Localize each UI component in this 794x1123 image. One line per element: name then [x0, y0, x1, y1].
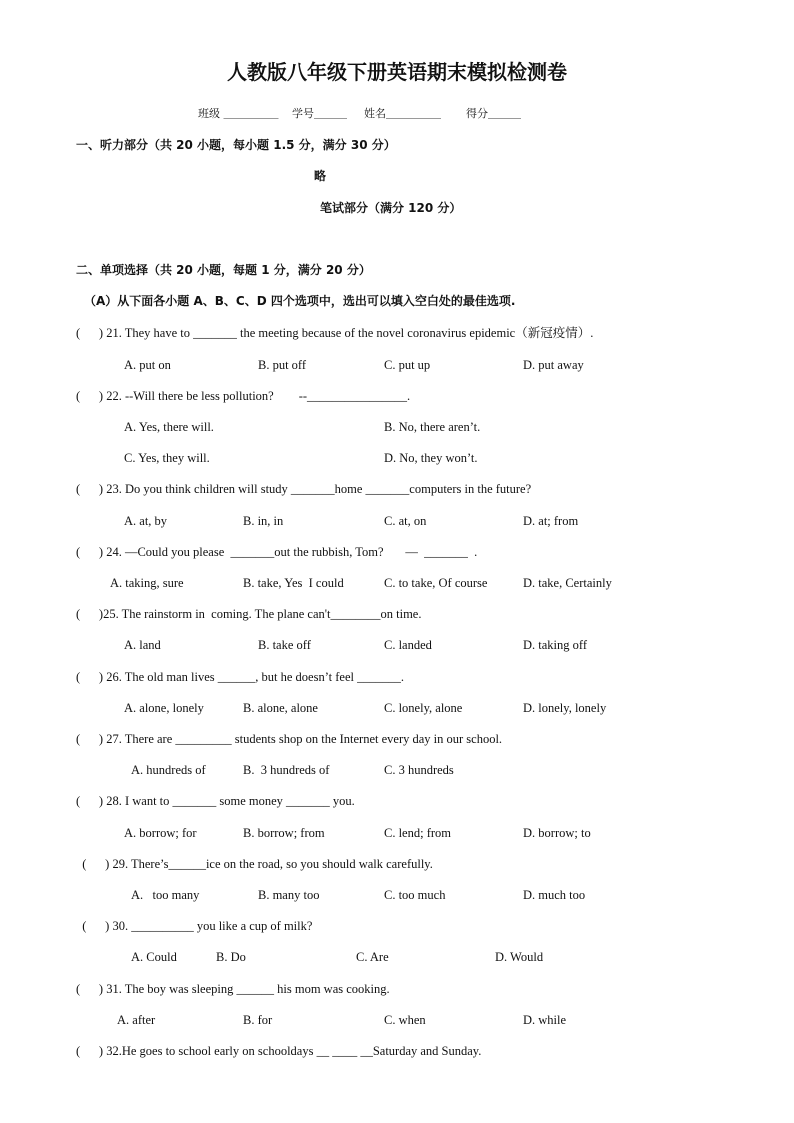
question-stem: ( ) 28. I want to _______ some money _______ you.	[76, 794, 355, 808]
answer-option: C. when	[384, 1013, 426, 1027]
class-field: 班级 ＿＿＿＿＿	[198, 107, 279, 120]
answer-option: D. put away	[523, 358, 584, 372]
question-stem: ( ) 21. They have to _______ the meeting because of the novel coronavirus epidemic（新冠疫情）.	[76, 326, 594, 340]
answer-option: A. after	[117, 1013, 156, 1027]
name-field: 姓名＿＿＿＿＿	[364, 107, 441, 120]
answer-option: B. take, Yes I could	[243, 576, 344, 590]
answer-option: A. at, by	[124, 514, 168, 528]
answer-option: C. 3 hundreds	[384, 763, 454, 777]
question-stem: ( ) 30. __________ you like a cup of milk?	[76, 919, 313, 933]
question-stem: ( ) 22. --Will there be less pollution? --________________.	[76, 389, 411, 403]
answer-option: D. taking off	[523, 638, 587, 652]
answer-option: C. landed	[384, 638, 432, 652]
answer-option: B. for	[243, 1013, 273, 1027]
answer-option: B. many too	[258, 888, 320, 902]
student-id-field: 学号＿＿＿	[292, 107, 347, 120]
answer-option: D. while	[523, 1013, 567, 1027]
answer-option: C. to take, Of course	[384, 576, 488, 590]
answer-option: B. No, there aren’t.	[384, 420, 481, 434]
answer-option: A. Yes, there will.	[124, 420, 214, 434]
question-stem: ( ) 24. —Could you please _______out the rubbish, Tom? — _______ .	[76, 545, 478, 559]
listening-omitted: 略	[314, 169, 327, 183]
answer-option: C. lonely, alone	[384, 701, 463, 715]
answer-option: D. Would	[495, 950, 544, 964]
answer-option: A. put on	[124, 358, 171, 372]
answer-option: A. borrow; for	[124, 826, 197, 840]
answer-option: C. at, on	[384, 514, 427, 528]
score-field: 得分＿＿＿	[466, 107, 521, 120]
question-stem: ( ) 23. Do you think children will study _______home _______computers in the future?	[76, 482, 532, 496]
answer-option: C. put up	[384, 358, 431, 372]
answer-option: A. too many	[131, 888, 200, 902]
answer-option: D. at; from	[523, 514, 579, 528]
answer-option: D. much too	[523, 888, 586, 902]
question-stem: ( ) 31. The boy was sleeping ______ his mom was cooking.	[76, 982, 390, 996]
question-stem: ( ) 29. There’s______ice on the road, so you should walk carefully.	[76, 857, 433, 871]
answer-option: A. alone, lonely	[124, 701, 204, 715]
written-part-heading: 笔试部分（满分 120 分）	[320, 201, 462, 215]
answer-option: B. alone, alone	[243, 701, 318, 715]
page-title: 人教版八年级下册英语期末模拟检测卷	[227, 60, 567, 84]
answer-option: B. put off	[258, 358, 307, 372]
answer-option: B. take off	[258, 638, 311, 652]
answer-option: C. Yes, they will.	[124, 451, 210, 465]
answer-option: B. borrow; from	[243, 826, 325, 840]
answer-option: D. take, Certainly	[523, 576, 612, 590]
question-stem: ( ) 27. There are _________ students shop on the Internet every day in our school.	[76, 732, 503, 746]
answer-option: C. too much	[384, 888, 446, 902]
answer-option: C. Are	[356, 950, 389, 964]
answer-option: D. borrow; to	[523, 826, 591, 840]
answer-option: D. lonely, lonely	[523, 701, 607, 715]
multiple-choice-heading: 二、单项选择（共 20 小题，每题 1 分，满分 20 分）	[76, 263, 371, 277]
question-stem: ( ) 26. The old man lives ______, but he doesn’t feel _______.	[76, 670, 404, 684]
multiple-choice-instruction: （A）从下面各小题 A、B、C、D 四个选项中，选出可以填入空白处的最佳选项.	[84, 294, 516, 308]
question-stem: ( )25. The rainstorm in coming. The plane can't________on time.	[76, 607, 422, 621]
listening-section-heading: 一、听力部分（共 20 小题，每小题 1.5 分，满分 30 分）	[76, 138, 396, 152]
answer-option: B. in, in	[243, 514, 284, 528]
answer-option: A. taking, sure	[110, 576, 184, 590]
answer-option: A. hundreds of	[131, 763, 206, 777]
question-stem: ( ) 32.He goes to school early on schooldays __ ____ __Saturday and Sunday.	[76, 1044, 482, 1058]
answer-option: D. No, they won’t.	[384, 451, 478, 465]
answer-option: B. Do	[216, 950, 246, 964]
answer-option: A. Could	[131, 950, 177, 964]
answer-option: C. lend; from	[384, 826, 452, 840]
answer-option: A. land	[124, 638, 161, 652]
answer-option: B. 3 hundreds of	[243, 763, 330, 777]
